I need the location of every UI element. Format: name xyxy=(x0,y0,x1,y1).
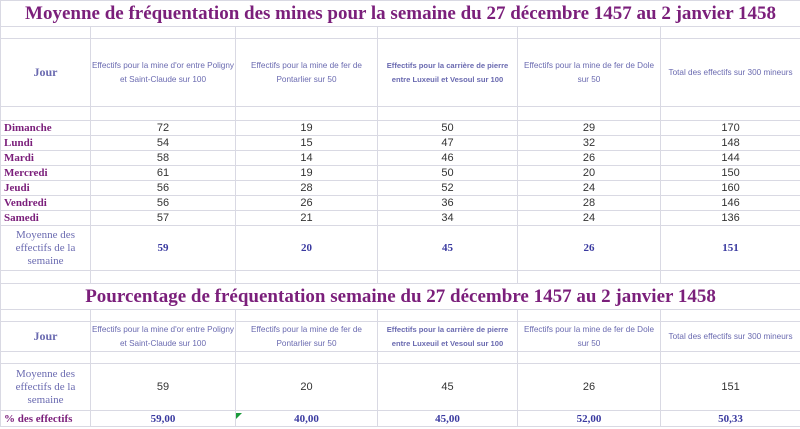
average-row xyxy=(1,226,800,271)
value-cell[interactable]: 150 xyxy=(661,166,800,181)
value-cell[interactable]: 54 xyxy=(91,136,236,151)
table2-title: Pourcentage de fréquentation semaine du 27 décembre 1457 au 2 janvier 1458 xyxy=(1,284,800,310)
cell-comment-marker-icon xyxy=(236,413,242,419)
value-cell[interactable]: 29 xyxy=(518,121,661,136)
value-cell[interactable]: 136 xyxy=(661,211,800,226)
value-cell[interactable]: 46 xyxy=(378,151,518,166)
day-cell[interactable]: Jeudi xyxy=(1,181,91,196)
value-cell[interactable]: 14 xyxy=(236,151,378,166)
table-row xyxy=(1,136,800,151)
value-cell[interactable]: 34 xyxy=(378,211,518,226)
value-cell[interactable]: 57 xyxy=(91,211,236,226)
average-value-cell[interactable]: 151 xyxy=(661,364,800,411)
weekly-percentage-table xyxy=(0,283,800,427)
percent-label-cell[interactable]: % des effectifs xyxy=(1,411,91,427)
value-cell[interactable]: 20 xyxy=(518,166,661,181)
value-cell[interactable]: 19 xyxy=(236,166,378,181)
column-header-pontarlier-mine[interactable]: Effectifs pour la mine de fer de Pontarlier sur 50 xyxy=(236,322,378,352)
column-header-total[interactable]: Total des effectifs sur 300 mineurs xyxy=(661,322,800,352)
value-cell[interactable]: 56 xyxy=(91,196,236,211)
value-cell[interactable]: 50 xyxy=(378,121,518,136)
column-header-quarry[interactable]: Effectifs pour la carrière de pierre entre Luxeuil et Vesoul sur 100 xyxy=(378,322,518,352)
value-cell[interactable]: 146 xyxy=(661,196,800,211)
value-cell[interactable]: 26 xyxy=(236,196,378,211)
day-cell[interactable]: Samedi xyxy=(1,211,91,226)
value-cell[interactable]: 148 xyxy=(661,136,800,151)
percent-value-cell[interactable]: 50,33 xyxy=(661,411,800,427)
day-column-header[interactable]: Jour xyxy=(1,39,91,107)
table-row xyxy=(1,151,800,166)
value-cell[interactable]: 58 xyxy=(91,151,236,166)
percent-value-cell[interactable]: 52,00 xyxy=(518,411,661,427)
column-header-gold-mine[interactable]: Effectifs pour la mine d'or entre Poligny et Saint-Claude sur 100 xyxy=(91,322,236,352)
value-cell[interactable]: 26 xyxy=(518,151,661,166)
percent-row xyxy=(1,411,800,427)
column-header-total[interactable]: Total des effectifs sur 300 mineurs xyxy=(661,39,800,107)
day-cell[interactable]: Vendredi xyxy=(1,196,91,211)
value-cell[interactable]: 52 xyxy=(378,181,518,196)
value-cell[interactable]: 21 xyxy=(236,211,378,226)
value-cell[interactable]: 28 xyxy=(518,196,661,211)
table-row xyxy=(1,181,800,196)
value-cell[interactable]: 170 xyxy=(661,121,800,136)
value-cell[interactable]: 50 xyxy=(378,166,518,181)
average-value-cell[interactable]: 20 xyxy=(236,364,378,411)
average-value-cell[interactable]: 26 xyxy=(518,364,661,411)
average-value-cell[interactable]: 59 xyxy=(91,364,236,411)
table-row xyxy=(1,196,800,211)
percent-value-cell[interactable]: 45,00 xyxy=(378,411,518,427)
average-value-cell[interactable]: 20 xyxy=(236,226,378,271)
percent-value-cell[interactable]: 59,00 xyxy=(91,411,236,427)
average-value-cell[interactable]: 151 xyxy=(661,226,800,271)
day-column-header[interactable]: Jour xyxy=(1,322,91,352)
value-cell[interactable]: 24 xyxy=(518,181,661,196)
value-cell[interactable]: 160 xyxy=(661,181,800,196)
table-row xyxy=(1,211,800,226)
table1-title: Moyenne de fréquentation des mines pour la semaine du 27 décembre 1457 au 2 janvier 1458 xyxy=(1,1,800,27)
day-cell[interactable]: Mercredi xyxy=(1,166,91,181)
value-cell[interactable]: 56 xyxy=(91,181,236,196)
value-cell[interactable]: 15 xyxy=(236,136,378,151)
value-cell[interactable]: 19 xyxy=(236,121,378,136)
table-row xyxy=(1,121,800,136)
column-header-pontarlier-mine[interactable]: Effectifs pour la mine de fer de Pontarlier sur 50 xyxy=(236,39,378,107)
average-value-cell[interactable]: 45 xyxy=(378,226,518,271)
column-header-dole-mine[interactable]: Effectifs pour la mine de fer de Dole sur 50 xyxy=(518,39,661,107)
value-cell[interactable]: 72 xyxy=(91,121,236,136)
table-row xyxy=(1,166,800,181)
value-cell[interactable]: 36 xyxy=(378,196,518,211)
value-cell[interactable]: 28 xyxy=(236,181,378,196)
day-cell[interactable]: Dimanche xyxy=(1,121,91,136)
column-header-gold-mine[interactable]: Effectifs pour la mine d'or entre Poligny et Saint-Claude sur 100 xyxy=(91,39,236,107)
day-cell[interactable]: Mardi xyxy=(1,151,91,166)
value-cell[interactable]: 24 xyxy=(518,211,661,226)
average-value-cell[interactable]: 45 xyxy=(378,364,518,411)
column-header-quarry[interactable]: Effectifs pour la carrière de pierre entre Luxeuil et Vesoul sur 100 xyxy=(378,39,518,107)
average-row xyxy=(1,364,800,411)
column-header-dole-mine[interactable]: Effectifs pour la mine de fer de Dole sur 50 xyxy=(518,322,661,352)
day-cell[interactable]: Lundi xyxy=(1,136,91,151)
value-cell[interactable]: 144 xyxy=(661,151,800,166)
value-cell[interactable]: 32 xyxy=(518,136,661,151)
value-cell[interactable]: 47 xyxy=(378,136,518,151)
value-cell[interactable]: 61 xyxy=(91,166,236,181)
average-value-cell[interactable]: 26 xyxy=(518,226,661,271)
percent-value-cell[interactable]: 40,00 xyxy=(236,411,378,427)
average-label-cell[interactable]: Moyenne des effectifs de la semaine xyxy=(1,364,91,411)
average-value-cell[interactable]: 59 xyxy=(91,226,236,271)
average-label-cell[interactable]: Moyenne des effectifs de la semaine xyxy=(1,226,91,271)
